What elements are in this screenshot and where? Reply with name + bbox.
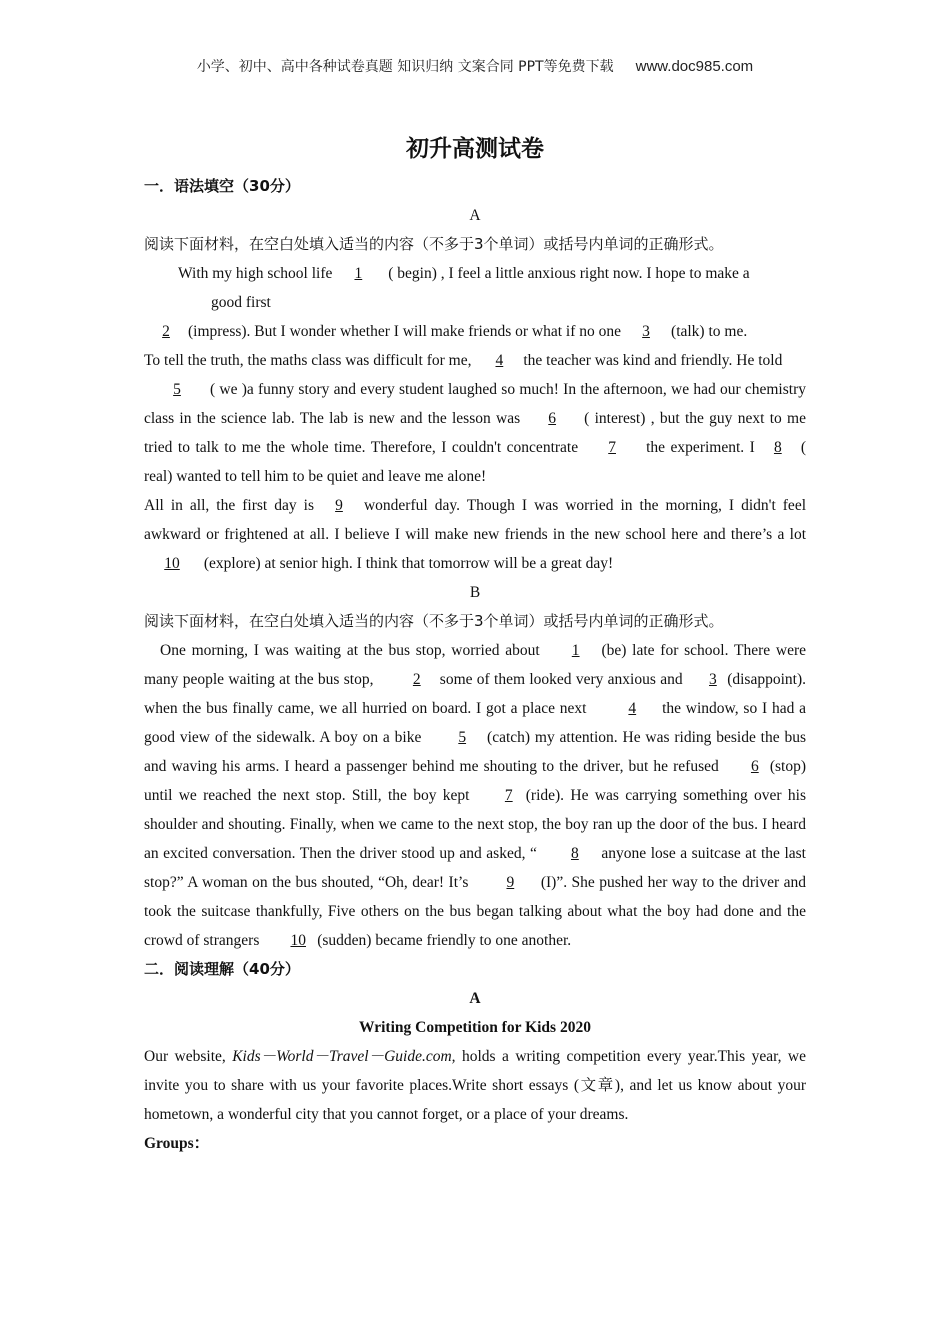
blank-A6[interactable]: 6 (548, 410, 557, 427)
website-name: Kids－World－Travel－Guide.com, (232, 1048, 456, 1065)
blank-B4[interactable]: 4 (628, 700, 637, 717)
section2-subtitle: Writing Competition for Kids 2020 (359, 1019, 591, 1036)
partB-paragraph: One morning, I was waiting at the bus stop, worried about 1 (be) late for school. There were many people waiting at the bus stop, 2 some of them looked very anxious and 3 (disappoint). when the bus finally came, we all hurried on board. I got a place next 4 the window, so I had a good view of the sidewalk. A boy on a bike 5 (catch) my attention. He was riding beside the bus and waving his arms. I heard a passenger behind me shouting to the driver, but he refused 6 (stop) until we reached the next stop. Still, the boy kept 7 (ride). He was carrying something over his shoulder and shouting. Finally, when we came to the next stop, the boy ran up the door of the bus. I heard an excited conversation. Then the driver stood up and asked, “ 8 anyone lose a suitcase at the last stop?” A woman on the bus shouted, “Oh, dear! It’s 9 (I)”. She pushed her way to the driver and took the suitcase thankfully, Five others on the bus began talking about what the boy had done and the crowd of strangers 10 (sudden) became friendly to one another. (144, 636, 806, 955)
blank-B8[interactable]: 8 (571, 845, 579, 862)
blank-B1[interactable]: 1 (571, 642, 580, 659)
blank-A4[interactable]: 4 (495, 352, 504, 369)
header-site[interactable]: www.doc985.com (635, 58, 754, 75)
blank-B6[interactable]: 6 (750, 758, 759, 775)
blank-A1[interactable]: 1 (354, 265, 363, 282)
section1-partB-label: B (469, 584, 481, 601)
blank-B10[interactable]: 10 (290, 932, 306, 949)
blank-A8[interactable]: 8 (773, 439, 782, 456)
exam-content (144, 172, 806, 1158)
section1-partA-instruction: 阅读下面材料，在空白处填入适当的内容（不多于3个单词）或括号内单词的正确形式。 (144, 235, 724, 253)
partA-paragraph3: All in all, the first day is 9 wonderful day. Though I was worried in the morning, I didn't feel awkward or frightened at all. I believe I will make new friends in the new school here and there’s a lot10 (explore) at senior high. I think that tomorrow will be a great day! (144, 491, 806, 578)
section2-label: A (469, 990, 481, 1007)
partA-line3: 2 (impress). But I wonder whether I will make friends or what if no one 3 (talk) to me. (144, 317, 806, 346)
blank-A7[interactable]: 7 (608, 439, 616, 456)
blank-A2[interactable]: 2 (162, 323, 170, 340)
partA-line4: To tell the truth, the maths class was difficult for me, 4 the teacher was kind and friendly. He told (144, 346, 806, 375)
partA-line1: With my high school life 1 ( begin) , I feel a little anxious right now. I hope to make a (144, 259, 806, 288)
exam-title: 初升高测试卷 (406, 136, 544, 162)
blank-A5[interactable]: 5 (173, 381, 181, 398)
section2-paragraph: Our website, Kids－World－Travel－Guide.com, holds a writing competition every year.This year, we invite you to share with us your favorite places.Write short essays (文章), and let us know about your hometown, a wonderful city that you cannot forget, or a place of your dreams. (144, 1048, 807, 1123)
page-header (0, 56, 950, 76)
partA-paragraph2: 5 ( we )a funny story and every student laughed so much! In the afternoon, we had our chemistry class in the science lab. The lab is new and the lesson was 6 ( interest) , but the guy next to me tried to talk to me the whole time. Therefore, I couldn't concentrate 7 the experiment. I 8 ( real) wanted to tell him to be quiet and leave me alone! (144, 375, 806, 491)
blank-B3[interactable]: 3 (709, 671, 717, 688)
blank-B5[interactable]: 5 (458, 729, 467, 746)
blank-A10[interactable]: 10 (164, 555, 180, 572)
section1-heading: 一．语法填空（30分） (144, 177, 300, 195)
blank-B2[interactable]: 2 (412, 671, 421, 688)
blank-B9[interactable]: 9 (506, 874, 515, 891)
partA-line2: good first (211, 294, 271, 311)
groups-label: Groups： (144, 1135, 210, 1152)
blank-B7[interactable]: 7 (504, 787, 513, 804)
header-text: 小学、初中、高中各种试卷真题 知识归纳 文案合同 PPT等免费下载 (196, 59, 614, 75)
section1-partA-label: A (469, 207, 481, 224)
section1-partB-instruction: 阅读下面材料，在空白处填入适当的内容（不多于3个单词）或括号内单词的正确形式。 (144, 612, 724, 630)
blank-A9[interactable]: 9 (335, 497, 343, 514)
blank-A3[interactable]: 3 (642, 323, 650, 340)
section2-heading: 二．阅读理解（40分） (144, 960, 300, 978)
